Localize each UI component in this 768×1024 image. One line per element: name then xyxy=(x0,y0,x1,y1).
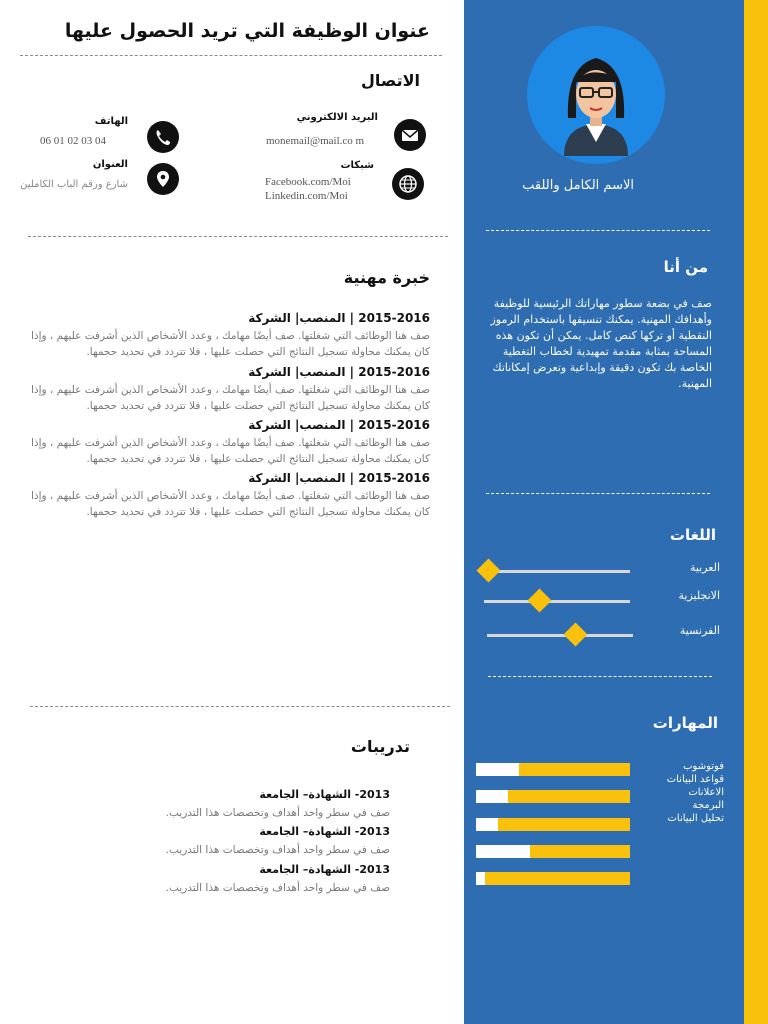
phone-value: 06 01 02 03 04 xyxy=(40,135,106,147)
language-track xyxy=(480,570,630,573)
skills-list xyxy=(648,760,724,825)
training-description: صف في سطر واحد أهداف وتخصصات هذا التدريب. xyxy=(165,882,390,894)
training-description: صف في سطر واحد أهداف وتخصصات هذا التدريب. xyxy=(165,844,390,856)
skill-bar-fill xyxy=(476,790,508,803)
email-label: البريد الالكتروني xyxy=(296,112,378,123)
skill-bar xyxy=(476,790,630,803)
address-value: شارع ورقم الباب الكاملين xyxy=(20,179,128,190)
language-track xyxy=(487,634,633,637)
experience-description: صف هنا الوظائف التي شغلتها. صف أيضًا مهامك ، وعدد الأشخاص الذين أشرفت عليهم ، وإذا كان يمكنك محاولة تسجيل النتائج التي حصلت عليها ، فلا تتردد في تحديد حجمها. xyxy=(30,490,430,518)
about-heading: من أنا xyxy=(663,258,708,276)
skill-label: فوتوشوب xyxy=(683,761,724,772)
networks-label: شبكات xyxy=(340,160,374,171)
skill-bar xyxy=(476,845,630,858)
language-track xyxy=(484,600,630,603)
languages-heading: اللغات xyxy=(669,526,716,544)
networks-line: Linkedin.com/Moi xyxy=(265,190,348,202)
training-description: صف في سطر واحد أهداف وتخصصات هذا التدريب. xyxy=(165,807,390,819)
accent-stripe xyxy=(744,0,768,1024)
divider xyxy=(488,676,712,677)
skill-bar-fill xyxy=(476,763,519,776)
experience-description: صف هنا الوظائف التي شغلتها. صف أيضًا مهامك ، وعدد الأشخاص الذين أشرفت عليهم ، وإذا كان يمكنك محاولة تسجيل النتائج التي حصلت عليها ، فلا تتردد في تحديد حجمها. xyxy=(30,437,430,465)
skill-bar xyxy=(476,818,630,831)
email-value: monemail@mail.co m xyxy=(266,135,365,147)
divider xyxy=(30,706,450,707)
divider xyxy=(20,55,442,56)
divider xyxy=(486,493,710,494)
language-label: الانجليزية xyxy=(678,589,720,602)
divider xyxy=(28,236,448,237)
skill-label: الاعلانات xyxy=(688,787,724,798)
contact-heading: الاتصال xyxy=(360,71,420,90)
training-heading: تدريبات xyxy=(350,737,410,756)
language-label: الفرنسية xyxy=(679,624,720,637)
experience-heading: خبرة مهنية xyxy=(343,268,430,287)
phone-label: الهاتف xyxy=(94,116,128,127)
networks-line: Facebook.com/Moi xyxy=(265,176,351,188)
full-name: الاسم الكامل واللقب xyxy=(522,178,634,193)
experience-title: 2015-2016 | المنصب| الشركة xyxy=(248,311,430,325)
phone-icon xyxy=(147,121,179,153)
skill-label: قواعد البيانات xyxy=(666,774,724,785)
skill-bar xyxy=(476,872,630,885)
experience-title: 2015-2016 | المنصب| الشركة xyxy=(248,365,430,379)
experience-title: 2015-2016 | المنصب| الشركة xyxy=(248,418,430,432)
skill-label: تحليل البيانات xyxy=(667,813,724,824)
address-label: العنوان xyxy=(92,159,128,170)
experience-description: صف هنا الوظائف التي شغلتها. صف أيضًا مهامك ، وعدد الأشخاص الذين أشرفت عليهم ، وإذا كان يمكنك محاولة تسجيل النتائج التي حصلت عليها ، فلا تتردد في تحديد حجمها. xyxy=(30,384,430,412)
training-title: 2013- الشهادة– الجامعة xyxy=(259,863,390,876)
skill-bar-fill xyxy=(476,872,485,885)
language-label: العربية xyxy=(689,561,720,574)
skill-bar-fill xyxy=(476,845,530,858)
globe-icon xyxy=(392,168,424,200)
training-title: 2013- الشهادة– الجامعة xyxy=(259,788,390,801)
job-title: عنوان الوظيفة التي تريد الحصول عليها xyxy=(64,20,430,42)
about-text: صف في بضعة سطور مهاراتك الرئيسية للوظيفة وأهدافك المهنية. يمكنك تنسيقها باستخدام الرموز النقطية أو تركها كنص كامل. يمكن أن تكون هذه المساحة بمثابة مقدمة تمهيدية لخطاب التغطية الخاصة بك تكون دقيقة وإبداعية وتعرض إمكاناتك المهنية. xyxy=(490,297,712,390)
skills-heading: المهارات xyxy=(652,714,718,732)
woman-avatar-icon xyxy=(524,26,668,164)
skill-bar xyxy=(476,763,630,776)
envelope-icon xyxy=(394,119,426,151)
divider xyxy=(486,230,710,231)
experience-description: صف هنا الوظائف التي شغلتها. صف أيضًا مهامك ، وعدد الأشخاص الذين أشرفت عليهم ، وإذا كان يمكنك محاولة تسجيل النتائج التي حصلت عليها ، فلا تتردد في تحديد حجمها. xyxy=(30,330,430,358)
skill-label: البرمجة xyxy=(692,800,724,811)
training-title: 2013- الشهادة– الجامعة xyxy=(259,825,390,838)
skill-bar-fill xyxy=(476,818,498,831)
map-pin-icon xyxy=(147,163,179,195)
experience-title: 2015-2016 | المنصب| الشركة xyxy=(248,471,430,485)
